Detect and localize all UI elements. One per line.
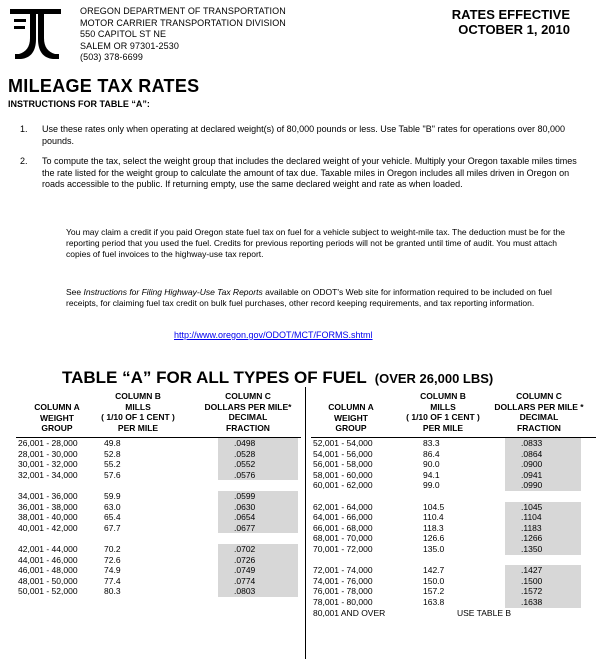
mills-per-mile-cell: 67.7 <box>104 522 121 533</box>
mills-per-mile-cell: 90.0 <box>423 459 440 470</box>
dollars-per-mile-cell: .1266 <box>505 533 581 544</box>
table-row <box>311 470 596 481</box>
fuel-credit-paragraph: You may claim a credit if you paid Oregon state fuel tax on fuel for a vehicle subject to weight-mile tax. The deduction must be for the reporting period that you used the fuel. Credits for previous reporting periods will not be granted until time of audit. You must attach copies of fuel invoices to the highway-use tax report. <box>66 227 565 260</box>
table-row <box>311 597 596 608</box>
rates-effective-date: OCTOBER 1, 2010 <box>458 22 570 37</box>
weight-group-cell: 68,001 - 70,000 <box>313 533 373 544</box>
agency-address <box>80 6 286 64</box>
mills-per-mile-cell: 52.8 <box>104 448 121 459</box>
table-row <box>311 544 596 555</box>
weight-group-cell: 34,001 - 36,000 <box>18 490 78 501</box>
rates-effective <box>452 7 570 37</box>
dollars-per-mile-cell: .1638 <box>505 597 581 608</box>
dollars-per-mile-cell: .1183 <box>505 523 581 534</box>
weight-group-cell: 30,001 - 32,000 <box>18 459 78 470</box>
weight-group-cell: 48,001 - 50,000 <box>18 575 78 586</box>
dollars-per-mile-cell: .0864 <box>505 449 581 460</box>
forms-link[interactable]: http://www.oregon.gov/ODOT/MCT/FORMS.shtml <box>174 330 373 340</box>
weight-group-cell: 72,001 - 74,000 <box>313 565 373 576</box>
table-row <box>16 565 301 576</box>
mills-per-mile-cell: 163.8 <box>423 596 445 607</box>
table-divider <box>305 387 306 659</box>
mills-per-mile-cell: 110.4 <box>423 512 444 523</box>
dollars-per-mile-cell: .0774 <box>218 576 298 587</box>
table-row <box>16 586 301 597</box>
weight-group-cell: 44,001 - 46,000 <box>18 554 78 565</box>
street-address: 550 CAPITOL ST NE <box>80 29 167 39</box>
table-row-spacer <box>311 555 596 566</box>
table-row <box>311 438 596 449</box>
table-title <box>62 368 493 388</box>
dollars-per-mile-cell: .0654 <box>218 512 298 523</box>
dollars-per-mile-cell: .0677 <box>218 523 298 534</box>
weight-group-cell: 38,001 - 40,000 <box>18 512 78 523</box>
dollars-per-mile-cell: .0552 <box>218 459 298 470</box>
agency-name: OREGON DEPARTMENT OF TRANSPORTATION <box>80 6 286 16</box>
use-table-b-note: USE TABLE B <box>457 607 512 618</box>
dollars-per-mile-cell: .0749 <box>218 565 298 576</box>
column-a-header: COLUMN A WEIGHT GROUP <box>34 402 80 433</box>
table-row-final <box>311 608 596 619</box>
rate-table-right <box>311 387 596 618</box>
phone-number: (503) 378-6699 <box>80 52 143 62</box>
table-row <box>16 459 301 470</box>
mills-per-mile-cell: 74.9 <box>104 565 121 576</box>
dollars-per-mile-cell: .0726 <box>218 555 298 566</box>
table-row <box>16 523 301 534</box>
weight-group-cell: 56,001 - 58,000 <box>313 459 373 470</box>
rates-effective-label: RATES EFFECTIVE <box>451 7 570 22</box>
mills-per-mile-cell: 126.6 <box>423 533 445 544</box>
column-b-header: COLUMN B MILLS ( 1/10 OF 1 CENT ) PER MILE <box>406 391 480 433</box>
city-state-zip: SALEM OR 97301-2530 <box>80 40 179 51</box>
mills-per-mile-cell: 77.4 <box>104 575 121 586</box>
instruction-number: 2. <box>20 156 28 166</box>
table-row-spacer <box>16 480 301 491</box>
table-row <box>16 544 301 555</box>
dollars-per-mile-cell: .0941 <box>505 470 581 481</box>
table-row <box>311 565 596 576</box>
mills-per-mile-cell: 83.3 <box>423 438 440 448</box>
weight-group-cell: 78,001 - 80,000 <box>313 596 373 607</box>
column-b-header: COLUMN B MILLS ( 1/10 OF 1 CENT ) PER MILE <box>101 391 175 433</box>
weight-group-cell: 66,001 - 68,000 <box>313 522 373 533</box>
table-row-spacer <box>16 533 301 544</box>
weight-group-cell: 62,001 - 64,000 <box>313 501 373 512</box>
weight-group-cell: 70,001 - 72,000 <box>313 543 373 554</box>
dollars-per-mile-cell: .1350 <box>505 544 581 555</box>
dollars-per-mile-cell: .1104 <box>505 512 581 523</box>
rate-rows <box>311 438 596 608</box>
table-row <box>311 512 596 523</box>
column-a-header: COLUMN A WEIGHT GROUP <box>328 402 374 433</box>
table-row <box>311 586 596 597</box>
table-row <box>311 459 596 470</box>
mills-per-mile-cell: 99.0 <box>423 480 440 491</box>
dollars-per-mile-cell: .0576 <box>218 470 298 481</box>
mills-per-mile-cell: 104.5 <box>423 501 445 512</box>
table-row <box>16 470 301 481</box>
mills-per-mile-cell: 150.0 <box>423 575 445 586</box>
dollars-per-mile-cell: .1500 <box>505 576 581 587</box>
instruction-text: To compute the tax, select the weight group that includes the declared weight of your vehicle. Multiply your Oregon taxable miles times the rate listed for the weight group to calculate the amount of tax due. Taxable miles in Oregon includes all miles driven in Oregon on roads accessible to the public. If returning empty, use the same declared weight and rate as when loaded. <box>42 156 577 189</box>
table-title-sub: (OVER 26,000 LBS) <box>374 371 494 386</box>
weight-group-cell: 32,001 - 34,000 <box>18 469 78 480</box>
weight-group-cell: 46,001 - 48,000 <box>18 565 78 576</box>
dollars-per-mile-cell: .0599 <box>218 491 298 502</box>
mills-per-mile-cell: 135.0 <box>423 543 445 554</box>
mills-per-mile-cell: 157.2 <box>423 586 445 597</box>
mills-per-mile-cell: 59.9 <box>104 490 121 501</box>
mills-per-mile-cell: 94.1 <box>423 469 440 480</box>
mills-per-mile-cell: 55.2 <box>104 459 121 470</box>
instruction-item <box>20 156 590 191</box>
mills-per-mile-cell: 65.4 <box>104 512 121 523</box>
table-row <box>16 438 301 449</box>
weight-group-cell: 36,001 - 38,000 <box>18 501 78 512</box>
weight-group-cell: 52,001 - 54,000 <box>313 438 373 448</box>
dollars-per-mile-cell: .1045 <box>505 502 581 513</box>
table-row <box>311 502 596 513</box>
dollars-per-mile-cell: .0900 <box>505 459 581 470</box>
mills-per-mile-cell: 118.3 <box>423 522 444 533</box>
mills-per-mile-cell: 86.4 <box>423 448 440 459</box>
mills-per-mile-cell: 70.2 <box>104 543 121 554</box>
instructions-heading: INSTRUCTIONS FOR TABLE “A”: <box>8 99 150 109</box>
mills-per-mile-cell: 80.3 <box>104 586 121 597</box>
table-header <box>16 387 301 438</box>
dollars-per-mile-cell: .0990 <box>505 480 581 491</box>
instruction-text: Use these rates only when operating at declared weight(s) of 80,000 pounds or less. Use Table "B" rates for operations over 80,000 pounds. <box>42 124 566 146</box>
mills-per-mile-cell: 49.8 <box>104 438 121 448</box>
table-header <box>311 387 596 438</box>
weight-group-cell: 76,001 - 78,000 <box>313 586 373 597</box>
table-row <box>16 449 301 460</box>
instruction-item <box>20 124 590 147</box>
mills-per-mile-cell: 57.6 <box>104 469 121 480</box>
mills-per-mile-cell: 142.7 <box>423 565 445 576</box>
dollars-per-mile-cell: .0630 <box>218 502 298 513</box>
weight-group-cell: 64,001 - 66,000 <box>313 512 373 523</box>
table-row <box>16 491 301 502</box>
mills-per-mile-cell: 72.6 <box>104 554 121 565</box>
weight-group-cell: 26,001 - 28,000 <box>18 438 78 448</box>
table-row <box>16 502 301 513</box>
table-row <box>311 523 596 534</box>
see-prefix: See <box>66 287 84 297</box>
table-row <box>311 480 596 491</box>
weight-group-cell: 58,001 - 60,000 <box>313 469 373 480</box>
dollars-per-mile-cell: .0528 <box>218 449 298 460</box>
dollars-per-mile-cell: .1572 <box>505 586 581 597</box>
division-name: MOTOR CARRIER TRANSPORTATION DIVISION <box>80 17 286 28</box>
dollars-per-mile-cell: .0498 <box>218 438 298 449</box>
weight-group-cell: 80,001 AND OVER <box>313 607 386 618</box>
rate-table-left <box>16 387 301 597</box>
page-title: MILEAGE TAX RATES <box>8 76 200 96</box>
weight-group-cell: 74,001 - 76,000 <box>313 575 373 586</box>
weight-group-cell: 60,001 - 62,000 <box>313 480 373 491</box>
column-c-header: COLUMN C DOLLARS PER MILE * DECIMAL FRACTION <box>494 391 584 433</box>
mills-per-mile-cell: 63.0 <box>104 501 121 512</box>
see-instructions-paragraph <box>66 287 578 309</box>
dollars-per-mile-cell: .0803 <box>218 586 298 597</box>
dollars-per-mile-cell: .0833 <box>505 438 581 449</box>
dollars-per-mile-cell: .0702 <box>218 544 298 555</box>
instruction-number: 1. <box>20 124 28 134</box>
column-c-header: COLUMN C DOLLARS PER MILE* DECIMAL FRACTION <box>204 391 292 433</box>
instructions-list <box>20 124 590 200</box>
odot-logo-icon <box>8 6 63 61</box>
table-row-spacer <box>311 491 596 502</box>
table-title-main: TABLE “A” FOR ALL TYPES OF FUEL <box>62 368 367 387</box>
table-row <box>311 449 596 460</box>
see-suffix: available on ODOT's Web site for information required to be included on fuel receipts, for claiming fuel tax credit on bulk fuel purchases, other record keeping requirements, and tax reporting information. <box>66 287 552 309</box>
weight-group-cell: 40,001 - 42,000 <box>18 522 78 533</box>
table-row <box>16 512 301 523</box>
table-row <box>16 576 301 587</box>
weight-group-cell: 54,001 - 56,000 <box>313 448 373 459</box>
table-row <box>311 576 596 587</box>
rate-table <box>16 387 594 659</box>
letterhead <box>0 0 600 74</box>
weight-group-cell: 42,001 - 44,000 <box>18 543 78 554</box>
rate-rows <box>16 438 301 597</box>
weight-group-cell: 50,001 - 52,000 <box>18 586 78 597</box>
instructions-document-title: Instructions for Filing Highway-Use Tax Reports <box>83 287 263 297</box>
dollars-per-mile-cell: .1427 <box>505 565 581 576</box>
weight-group-cell: 28,001 - 30,000 <box>18 448 78 459</box>
table-row <box>16 555 301 566</box>
table-row <box>311 533 596 544</box>
